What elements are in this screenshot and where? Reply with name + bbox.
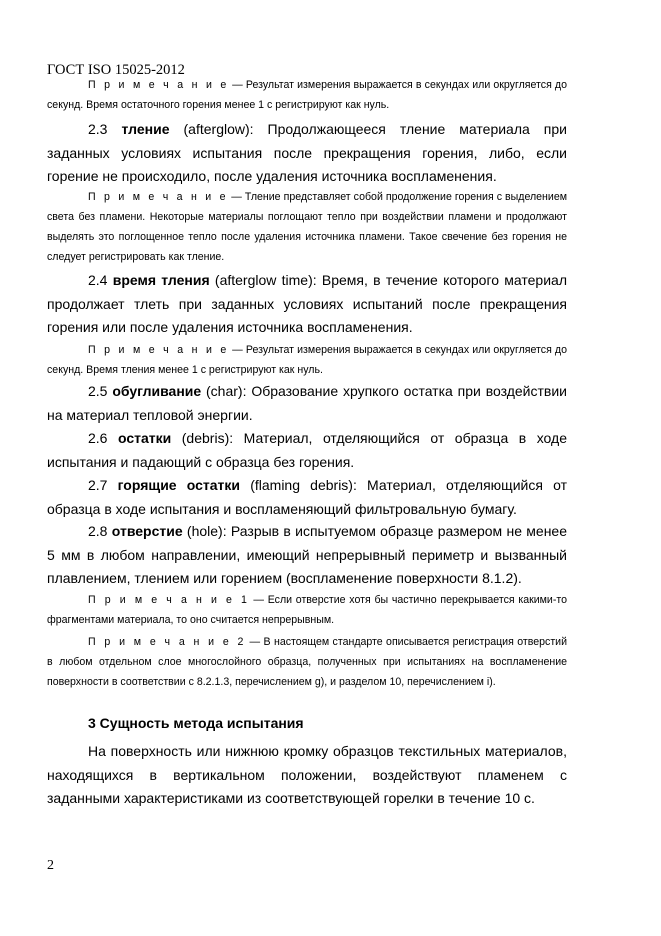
- note-text: — Если отверстие хотя бы частично перекрывается какими-то фрагментами материала, то оно считается непрерывным.: [47, 594, 568, 626]
- definition-2-5: [47, 380, 567, 427]
- note-top: [47, 75, 567, 115]
- section-3-body: [47, 740, 567, 811]
- definition-text: (hole): Разрыв в испытуемом образце размером не менее 5 мм в любом направлении, имеющий непрерывный периметр и вызванный плавлением, тлением или горением (воспламенение поверхности 8.1.2).: [47, 523, 567, 586]
- definition-text: (char): Образование хрупкого остатка при воздействии на материал тепловой энергии.: [47, 383, 567, 423]
- note-label: П р и м е ч а н и е: [88, 344, 230, 356]
- section-text: На поверхность или нижнюю кромку образцов текстильных материалов, находящихся в вертикальном положении, воздействуют пламенем с заданными характеристиками из соответствующей горелки в течение 10 с.: [47, 743, 567, 806]
- page-number: 2: [47, 858, 54, 873]
- note-text: — Результат измерения выражается в секундах или округляется до секунд. Время остаточного горения менее 1 с регистрируют как нуль.: [47, 79, 567, 111]
- definition-text: (flaming debris): Материал, отделяющийся от образца в ходе испытания и воспламеняющий фильтровальную бумагу.: [47, 477, 567, 517]
- note-label: П р и м е ч а н и е: [88, 191, 229, 203]
- definition-text: (debris): Материал, отделяющийся от образца в ходе испытания и падающий с образца без горения.: [47, 430, 567, 470]
- note-2-3: [47, 187, 567, 267]
- definition-term: время тления: [112, 272, 210, 288]
- note-2-8-1: [47, 590, 567, 630]
- definition-term: остатки: [117, 430, 172, 446]
- note-2-4: [47, 340, 567, 380]
- definition-term: тление: [121, 121, 170, 137]
- definition-2-3: [47, 118, 567, 189]
- definition-number: 2.6: [88, 430, 118, 446]
- note-label: П р и м е ч а н и е 2: [88, 636, 247, 648]
- definition-2-6: [47, 427, 567, 474]
- note-label: П р и м е ч а н и е 1: [88, 594, 250, 606]
- definition-number: 2.8: [88, 523, 112, 539]
- definition-2-7: [47, 474, 567, 521]
- definition-2-8: [47, 520, 567, 591]
- definition-number: 2.3: [88, 121, 122, 137]
- section-3: [47, 713, 567, 733]
- standard-header: ГОСТ ISO 15025-2012: [47, 62, 185, 78]
- note-text: — В настоящем стандарте описывается регистрация отверстий в любом отдельном слое многослойного образца, полученных при испытаниях на воспламенение поверхности в соответствии с 8.2.1.3, перечислением g), и разделом 10, перечислением i).: [47, 636, 568, 688]
- section-title: 3 Сущность метода испытания: [88, 715, 304, 731]
- note-label: П р и м е ч а н и е: [88, 79, 230, 91]
- definition-term: горящие остатки: [117, 477, 241, 493]
- definition-number: 2.7: [88, 477, 118, 493]
- note-2-8-2: [47, 632, 567, 692]
- note-text: — Результат измерения выражается в секундах или округляется до секунд. Время тления менее 1 с регистрируют как нуль.: [47, 344, 567, 376]
- note-text: — Тление представляет собой продолжение горения с выделением света без пламени. Некоторые материалы поглощают тепло при воздействии пламени и продолжают выделять это поглощенное тепло после удаления источника пламени. Такое свечение без горения не следует регистрировать как тление.: [47, 191, 567, 263]
- definition-number: 2.4: [88, 272, 113, 288]
- definition-text: (afterglow time): Время, в течение которого материал продолжает тлеть при заданных условиях испытаний после прекращения горения или после удаления источника воспламенения.: [47, 272, 567, 335]
- definition-2-4: [47, 269, 567, 340]
- definition-number: 2.5: [88, 383, 113, 399]
- definition-text: (afterglow): Продолжающееся тление материала при заданных условиях испытания после прекращения горения, либо, если горение не происходило, после удаления источника воспламенения.: [47, 121, 567, 184]
- definition-term: обугливание: [112, 383, 202, 399]
- definition-term: отверстие: [111, 523, 183, 539]
